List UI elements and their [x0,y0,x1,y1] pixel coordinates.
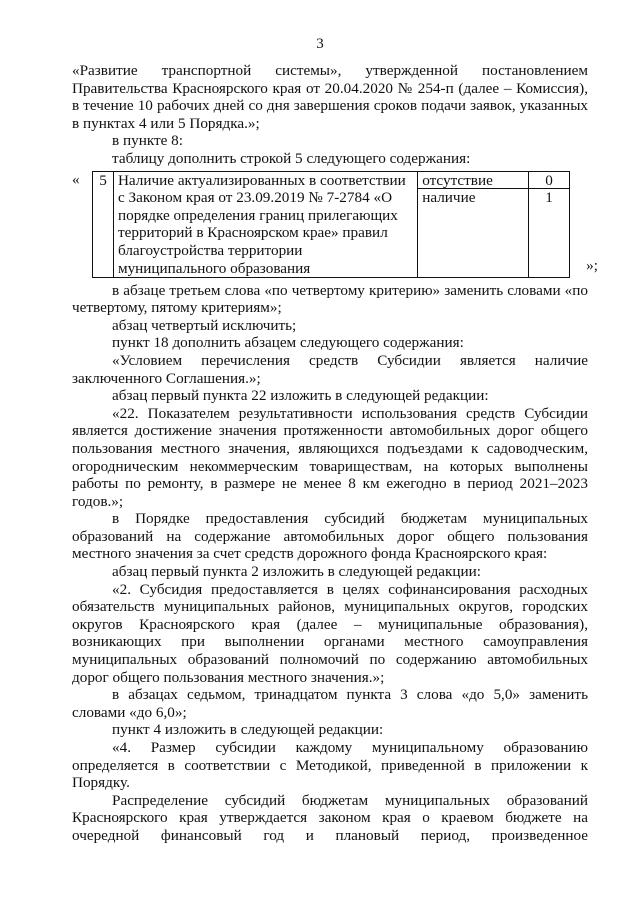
paragraph-point-22-intro: абзац первый пункта 22 изложить в следующей редакции: [112,387,489,405]
score-cell [529,171,570,278]
paragraph-point-3-replace: в абзацах седьмом, тринадцатом пункта 3 слова «до 5,0» заменить словами «до 6,0»; [72,686,588,721]
paragraph-point-2-text: «2. Субсидия предоставляется в целях софинансирования расходных обязательств муниципальных районов, муниципальных округов, городских округов Красноярского края (далее – муниципальные образования), возникающих при выполнении органами местного самоуправления муниципальных образований полномочий по содержанию автомобильных дорог общего пользования местного значения.»; [72,580,588,686]
paragraph-point-22-text: «22. Показателем результативности использования средств Субсидии является достижение значения протяженности автомобильных дорог общего пользования местного значения, являющихся подъездами к садоводческим, огородническим некоммерческим товариществам, на которых выполнены работы по ремонту, в размере не менее 8 км ежегодно в период 2021–2023 годов.»; [72,404,588,510]
table-open-quote: « [72,170,80,188]
table-close-quote: »; [586,256,598,274]
status-absence: отсутствие [418,172,528,190]
criteria-table [92,171,570,279]
status-cell [418,171,529,278]
document-body [72,62,598,845]
paragraph-exclude-fourth: абзац четвертый исключить; [112,316,297,334]
criterion-cell: Наличие актуализированных в соответствии с Законом края от 23.09.2019 № 7-2784 «О порядке определения границ прилегающих территорий в Красноярском крае» правил благоустройства территории муниципального образования [113,171,417,278]
score-absence: 0 [529,172,569,190]
paragraph-transport-commission: «Развитие транспортной системы», утвержденной постановлением Правительства Красноярского края от 20.04.2020 № 254-п (далее – Комиссия), в течение 10 рабочих дней со дня завершения сроков подачи заявок, указанных в пунктах 4 или 5 Порядка.»; [72,62,588,132]
paragraph-point-4-intro: пункт 4 изложить в следующей редакции: [112,721,384,739]
paragraph-point-4-text: «4. Размер субсидии каждому муниципальному образованию определяется в соответствии с Методикой, приведенной в приложении к Порядку. [72,739,588,792]
paragraph-road-fund-order: в Порядке предоставления субсидий бюджетам муниципальных образований на содержание автомобильных дорог общего пользования местного значения за счет средств дорожного фонда Красноярского края: [72,510,588,563]
paragraph-point-18: пункт 18 дополнить абзацем следующего содержания: [112,334,464,352]
inserted-table-block [72,170,598,277]
paragraph-table-intro: таблицу дополнить строкой 5 следующего содержания: [112,149,471,167]
paragraph-distribution: Распределение субсидий бюджетам муниципальных образований Красноярского края утверждается законом края о краевом бюджете на очередной финансовый год и плановый период, произведенное [72,791,588,844]
table-row [93,171,570,278]
paragraph-subsidy-condition: «Условием перечисления средств Субсидии является наличие заключенного Соглашения.»; [72,351,588,387]
page-number: 3 [316,36,324,52]
row-number-cell: 5 [93,171,114,278]
status-presence: наличие [422,189,476,207]
score-presence: 1 [545,189,553,207]
paragraph-point-2-intro: абзац первый пункта 2 изложить в следующей редакции: [112,563,482,581]
paragraph-point-8: в пункте 8: [112,132,183,150]
paragraph-criteria-replace: в абзаце третьем слова «по четвертому критерию» заменить словами «по четвертому, пятому критериям»; [72,281,588,317]
